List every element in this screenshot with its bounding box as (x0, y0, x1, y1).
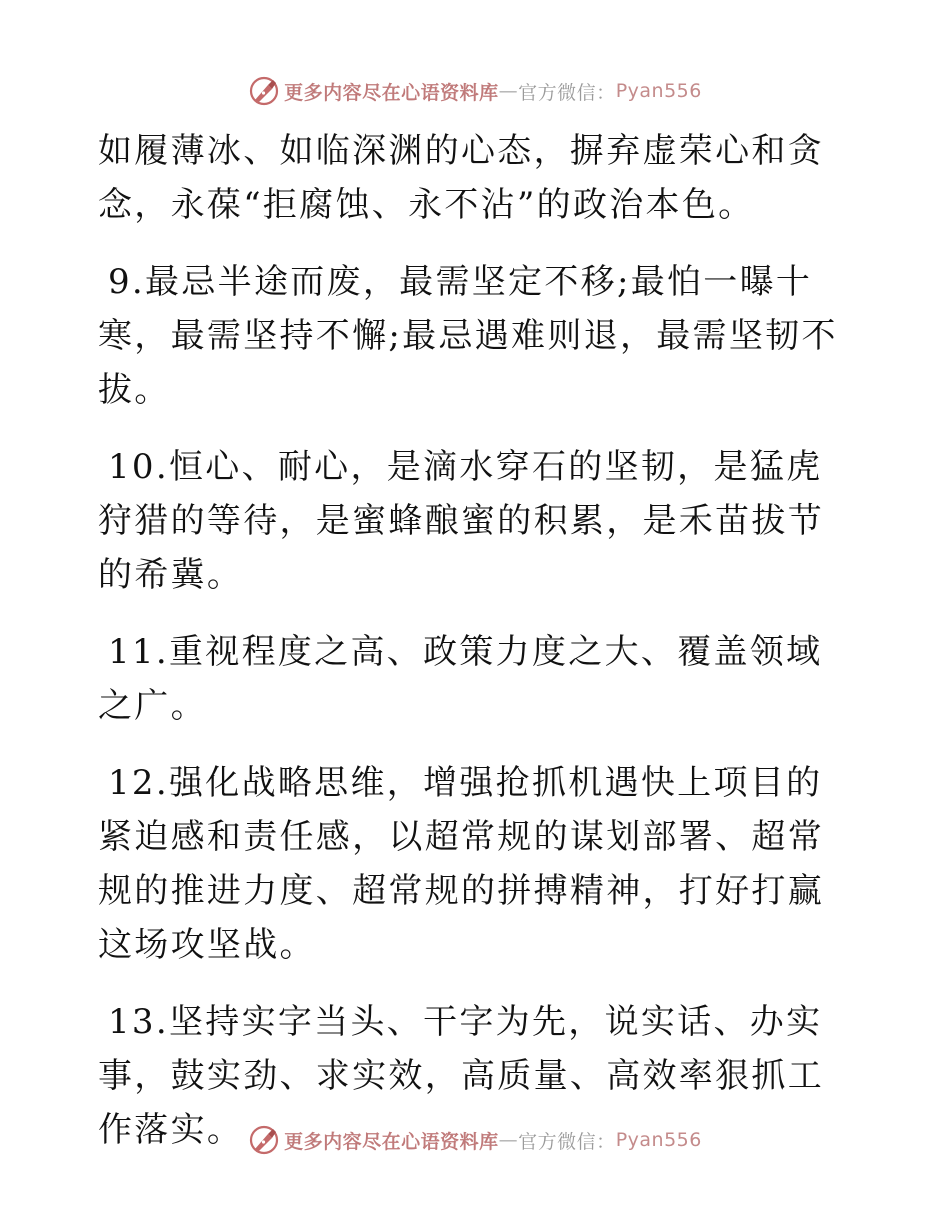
paragraph-item-12: 12.强化战略思维，增强抢抓机遇快上项目的紧迫感和责任感，以超常规的谋划部署、超常规的推进力度、超常规的拼搏精神，打好打赢这场攻坚战。 (98, 763, 824, 965)
watermark-separator: — (498, 1129, 519, 1151)
pen-nib-logo-icon (248, 1124, 280, 1156)
watermark-official-label: 官方微信： (518, 1130, 616, 1153)
paragraph-item-11: 11.重视程度之高、政策力度之大、覆盖领域之广。 (98, 632, 823, 726)
footer-watermark (0, 1123, 950, 1157)
pen-nib-logo-icon (248, 75, 280, 107)
paragraph-item-9: 9.最忌半途而废，最需坚定不移;最怕一曝十寒，最需坚持不懈;最忌遇难则退，最需坚韧不拔。 (98, 262, 838, 410)
watermark-main-text: 更多内容尽在心语资料库 (284, 81, 499, 104)
watermark-official-label: 官方微信： (518, 81, 616, 104)
header-watermark (0, 74, 950, 108)
watermark-wechat-id: Pyan556 (615, 80, 702, 102)
watermark-separator: — (498, 80, 519, 102)
paragraph-continued: 如履薄冰、如临深渊的心态，摒弃虚荣心和贪念，永葆“拒腐蚀、永不沾”的政治本色。 (98, 131, 824, 225)
watermark-main-text: 更多内容尽在心语资料库 (284, 1130, 499, 1153)
paragraph-item-10: 10.恒心、耐心，是滴水穿石的坚韧，是猛虎狩猎的等待，是蜜蜂酿蜜的积累，是禾苗拔节的希冀。 (98, 447, 824, 595)
document-body (98, 124, 858, 1157)
watermark-wechat-id: Pyan556 (615, 1129, 702, 1151)
paragraph-item-13: 13.坚持实字当头、干字为先，说实话、办实事，鼓实劲、求实效，高质量、高效率狠抓工作落实。 (98, 1002, 824, 1150)
